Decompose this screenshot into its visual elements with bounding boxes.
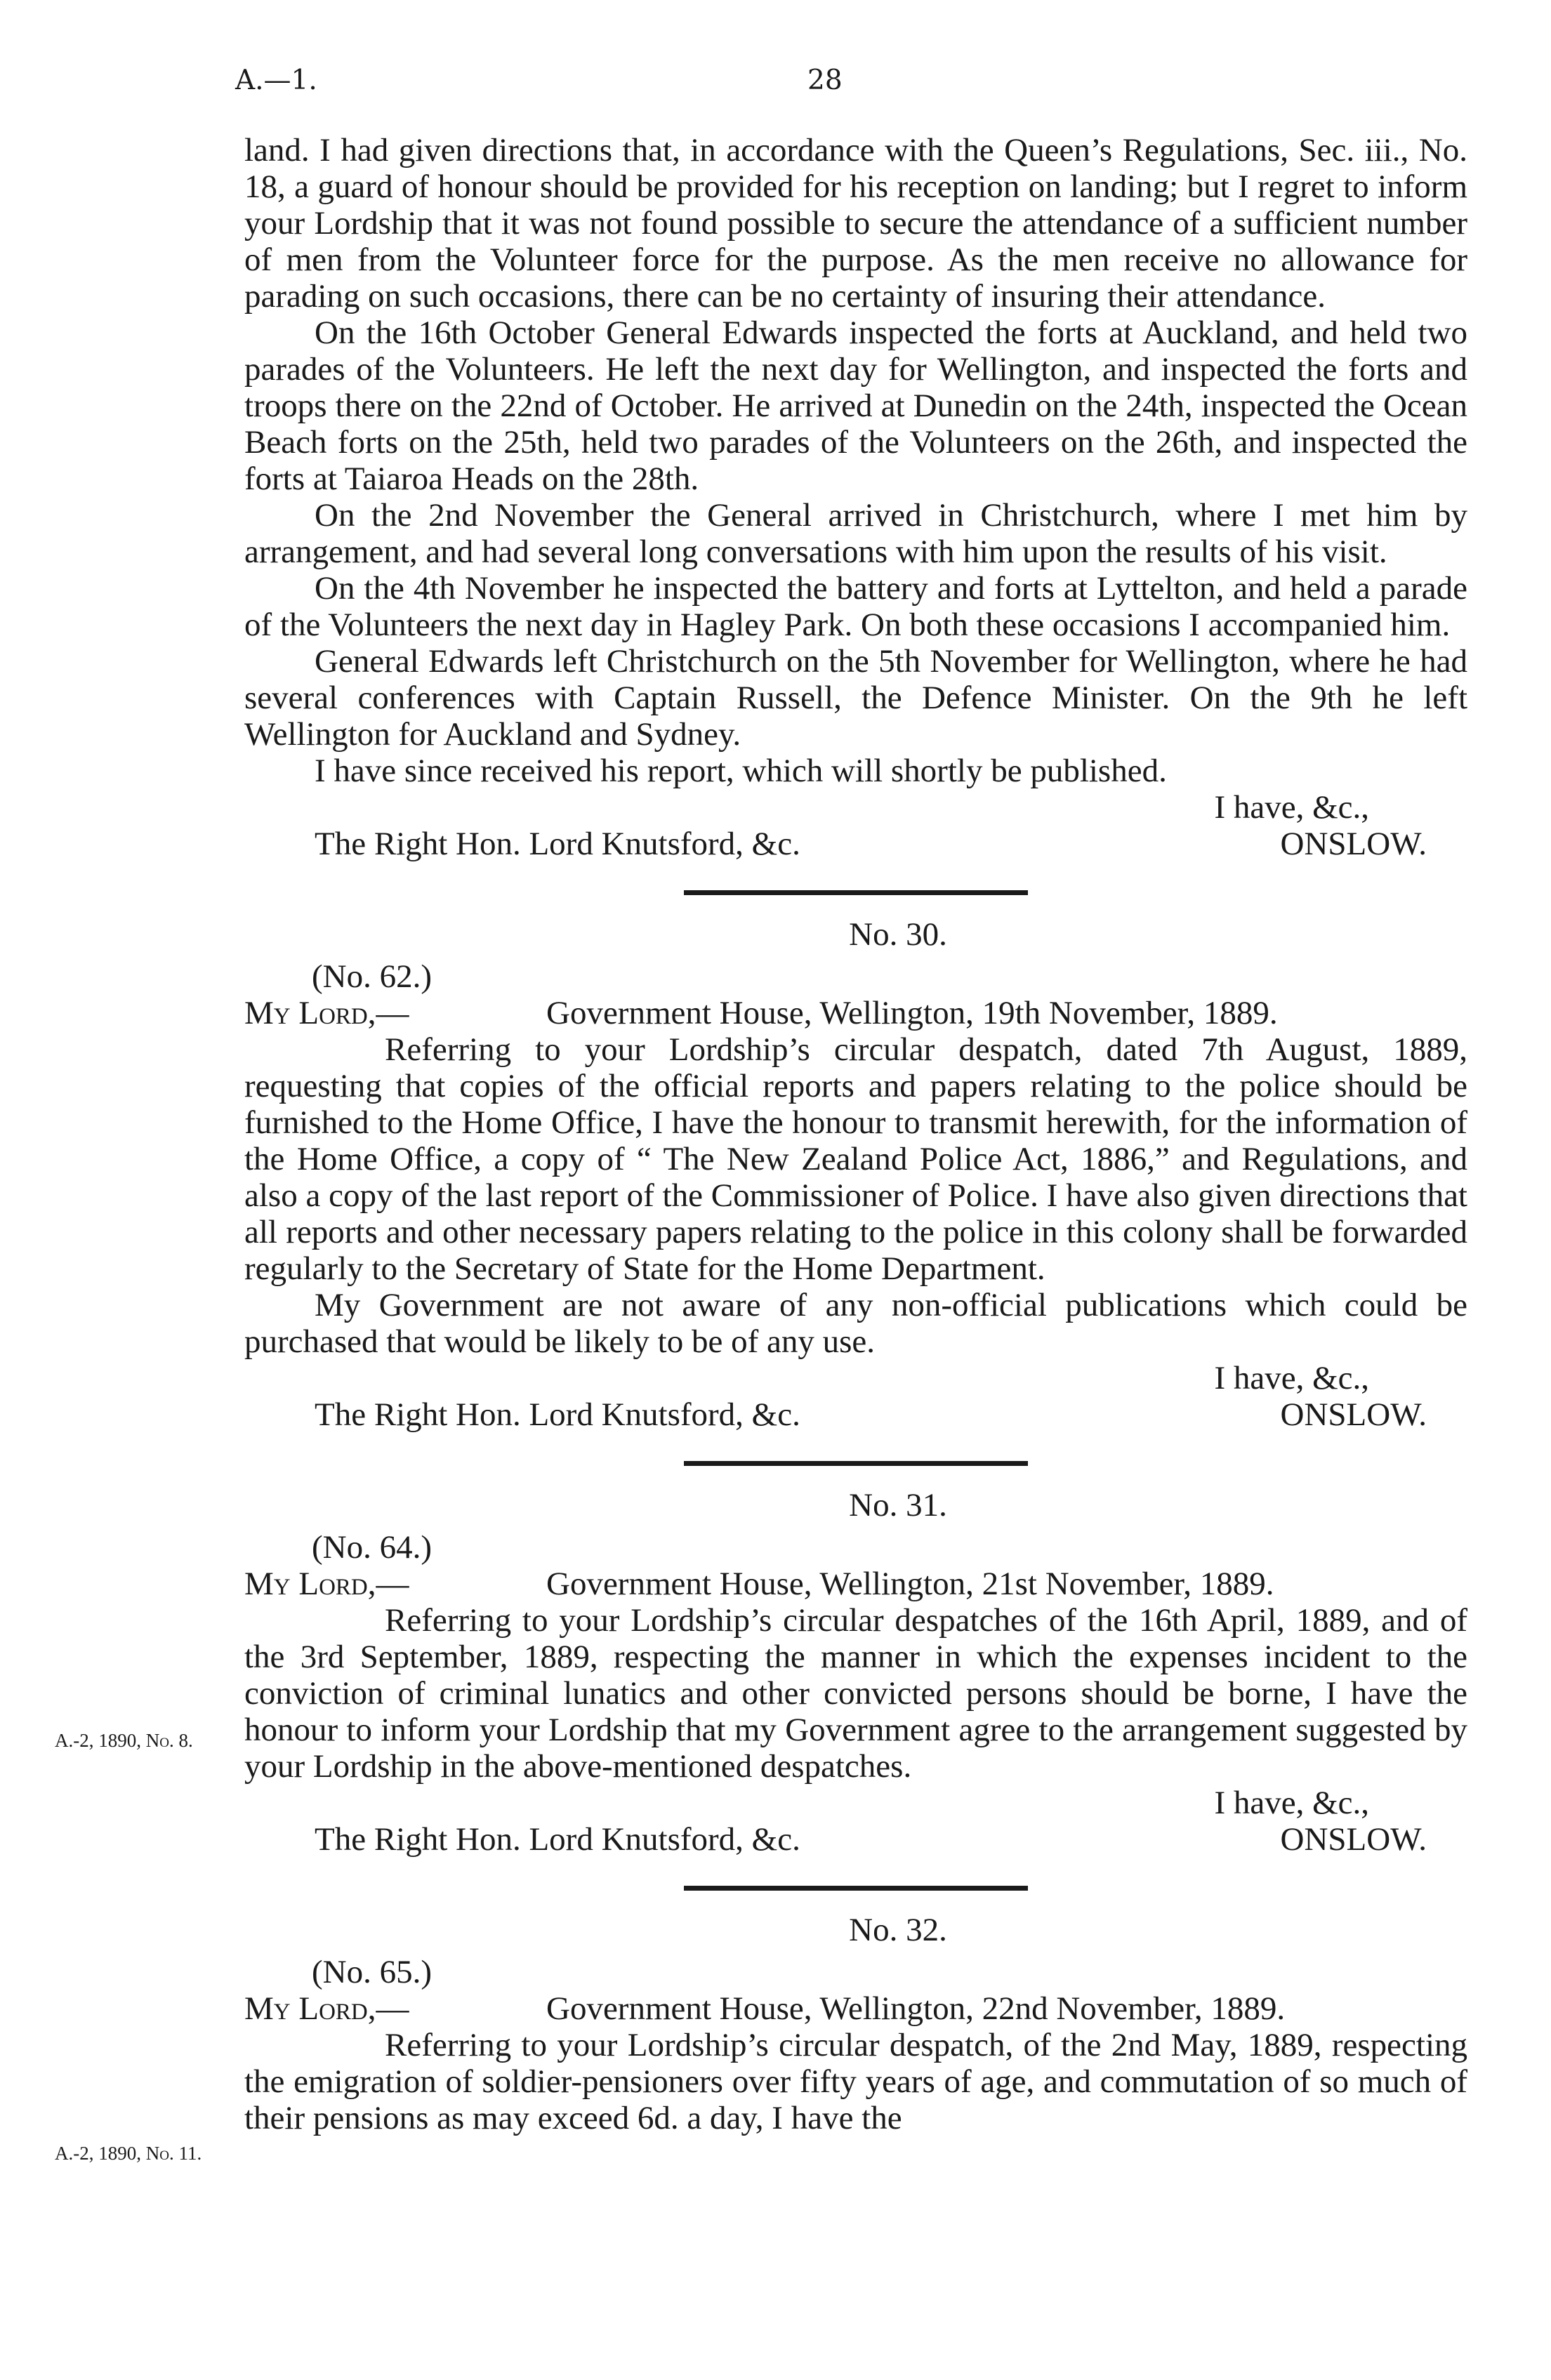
header-reference: A.—1. bbox=[235, 65, 317, 96]
paragraph: On the 2nd November the General arrived in Christchurch, where I met him by arrangement, and had several long conversations with him upon the results of his visit. bbox=[244, 497, 1467, 570]
location-date: Government House, Wellington, 22nd November, 1889. bbox=[546, 1990, 1286, 2027]
signature: ONSLOW. bbox=[1280, 1396, 1427, 1433]
paragraph: General Edwards left Christchurch on the 5th November for Wellington, where he had several conferences with Captain Russell, the Defence Minister. On the 9th he left Wellington for Auckland and Sydney. bbox=[244, 643, 1467, 753]
location-date: Government House, Wellington, 21st November, 1889. bbox=[546, 1566, 1274, 1602]
despatch-no-32 bbox=[244, 1912, 1467, 2136]
despatch-reference: (No. 62.) bbox=[312, 958, 432, 995]
section-divider bbox=[684, 1461, 1028, 1466]
despatch-number: No. 32. bbox=[849, 1912, 947, 1948]
paragraph: On the 16th October General Edwards inspected the forts at Auckland, and held two parades of the Volunteers. He left the next day for Wellington, and inspected the forts and troops there on the 22nd of October. He arrived at Dunedin on the 24th, inspected the Ocean Beach forts on the 25th, held two parades of the Volunteers on the 26th, and inspected the forts at Taiaroa Heads on the 28th. bbox=[244, 315, 1467, 497]
salutation-line bbox=[244, 1566, 1467, 1602]
signature-row bbox=[244, 1396, 1467, 1433]
despatch-number: No. 31. bbox=[849, 1487, 947, 1523]
closing: I have, &c., bbox=[1214, 789, 1369, 826]
section-divider bbox=[684, 890, 1028, 895]
addressee: The Right Hon. Lord Knutsford, &c. bbox=[315, 826, 800, 862]
paragraph: Referring to your Lordship’s circular despatch, dated 7th August, 1889, requesting that copies of the official reports and papers relating to the police should be furnished to the Home Office, I have the honour to transmit herewith, for the information of the Home Office, a copy of “ The New Zealand Police Act, 1886,” and Regulations, and also a copy of the last report of the Commissioner of Police. I have also given directions that all reports and other necessary papers relating to the police in this colony shall be forwarded regularly to the Secretary of State for the Home Department. bbox=[244, 1031, 1467, 1287]
closing: I have, &c., bbox=[1214, 1360, 1369, 1396]
paragraph: land. I had given directions that, in accordance with the Queen’s Regulations, Sec. iii., No. 18, a guard of honour should be provided for his reception on landing; but I regret to inform your Lordship that it was not found possible to secure the attendance of a sufficient number of men from the Volunteer force for the purpose. As the men receive no allowance for parading on such occasions, there can be no certainty of insuring their attendance. bbox=[244, 132, 1467, 315]
signature: ONSLOW. bbox=[1280, 826, 1427, 862]
paragraph: My Government are not aware of any non-official publications which could be purchased that would be likely to be of any use. bbox=[244, 1287, 1467, 1360]
location-date: Government House, Wellington, 19th November, 1889. bbox=[546, 995, 1278, 1031]
salutation: My Lord,— bbox=[244, 1566, 409, 1602]
salutation: My Lord,— bbox=[244, 995, 409, 1031]
paragraph: I have since received his report, which will shortly be published. bbox=[315, 753, 1167, 789]
margin-note-no32: A.-2, 1890, No. 11. bbox=[55, 2143, 202, 2164]
signature-row bbox=[244, 1821, 1467, 1858]
salutation-line bbox=[244, 995, 1467, 1031]
salutation: My Lord,— bbox=[244, 1990, 409, 2027]
addressee: The Right Hon. Lord Knutsford, &c. bbox=[315, 1396, 800, 1433]
margin-note-no31: A.-2, 1890, No. 8. bbox=[55, 1730, 193, 1751]
continuation-section bbox=[244, 132, 1467, 862]
despatch-reference: (No. 65.) bbox=[312, 1954, 432, 1990]
signature: ONSLOW. bbox=[1280, 1821, 1427, 1858]
closing: I have, &c., bbox=[1214, 1785, 1369, 1821]
paragraph: On the 4th November he inspected the battery and forts at Lyttelton, and held a parade of the Volunteers the next day in Hagley Park. On both these occasions I accompanied him. bbox=[244, 570, 1467, 643]
salutation-line bbox=[244, 1990, 1467, 2027]
paragraph: Referring to your Lordship’s circular despatch, of the 2nd May, 1889, respecting the emigration of soldier-pensioners over fifty years of age, and commutation of so much of their pensions as may exceed 6d. a day, I have the bbox=[244, 2027, 1467, 2136]
despatch-number: No. 30. bbox=[849, 916, 947, 953]
paragraph: Referring to your Lordship’s circular despatches of the 16th April, 1889, and of the 3rd September, 1889, respecting the manner in which the expenses incident to the conviction of criminal lunatics and other convicted persons should be borne, I have the honour to inform your Lordship that my Government agree to the arrangement suggested by your Lordship in the above-mentioned despatches. bbox=[244, 1602, 1467, 1785]
despatch-reference: (No. 64.) bbox=[312, 1529, 432, 1566]
body-text bbox=[244, 132, 1467, 2136]
addressee: The Right Hon. Lord Knutsford, &c. bbox=[315, 1821, 800, 1858]
signature-row bbox=[244, 826, 1467, 862]
despatch-no-30 bbox=[244, 916, 1467, 1433]
page-number: 28 bbox=[807, 65, 843, 96]
section-divider bbox=[684, 1886, 1028, 1891]
despatch-no-31 bbox=[244, 1487, 1467, 1858]
